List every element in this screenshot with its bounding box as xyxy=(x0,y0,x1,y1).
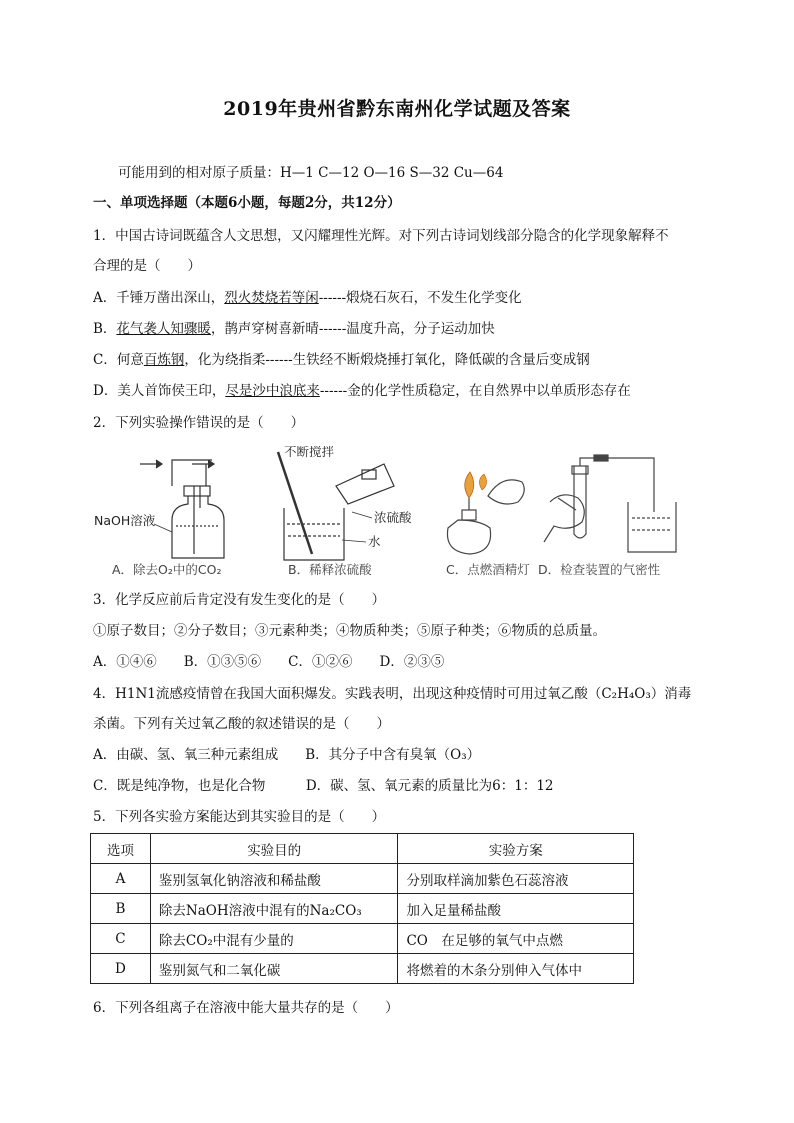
atomic-masses: 可能用到的相对原子质量：H—1 C—12 O—16 S—32 Cu—64 xyxy=(118,165,504,181)
page-title: 2019年贵州省黔东南州化学试题及答案 xyxy=(223,98,571,120)
acid-label: 浓硫酸 xyxy=(374,510,412,525)
flame-icon xyxy=(465,472,474,498)
q4-options-cd: C．既是纯净物，也是化合物 D．碳、氢、氧元素的质量比为6：1：12 xyxy=(93,778,554,794)
row-option: B xyxy=(91,894,151,924)
q5-stem: 5．下列各实验方案能达到其实验目的是（ ） xyxy=(93,809,386,825)
q1-d-prefix: D．美人首饰侯王印， xyxy=(93,383,226,399)
q1-option-d xyxy=(93,382,631,400)
q2-figure xyxy=(92,446,692,586)
naoh-label: NaOH溶液 xyxy=(94,513,156,528)
table-header-row xyxy=(91,834,634,864)
q4-stem-line1: 4．H1N1流感疫情曾在我国大面积爆发。实践表明，出现这种疫情时可用过氧乙酸（C₂H₄O₃）消毒 xyxy=(93,686,692,702)
q1-option-b xyxy=(93,320,495,338)
caption-b: B．稀释浓硫酸 xyxy=(288,562,372,577)
figure-a-wash-bottle xyxy=(140,460,224,558)
q1-stem-line1: 1．中国古诗词既蕴含人文思想，又闪耀理性光辉。对下列古诗词划线部分隐含的化学现象解释不 xyxy=(93,228,669,244)
row-option: A xyxy=(91,864,151,894)
q1-option-a xyxy=(93,289,522,307)
water-leader xyxy=(342,540,366,542)
q1-c-prefix: C．何意 xyxy=(93,352,144,368)
q2-figure-svg xyxy=(92,446,692,586)
header-scheme: 实验方案 xyxy=(398,834,634,864)
caption-a: A．除去O₂中的CO₂ xyxy=(112,562,222,577)
q1-c-suffix: ，化为绕指柔------生铁经不断煅烧捶打氧化，降低碳的含量后变成钢 xyxy=(184,352,590,368)
q1-d-suffix: ------金的化学性质稳定，在自然界中以单质形态存在 xyxy=(319,383,631,399)
q3-items: ①原子数目；②分子数目；③元素种类；④物质种类；⑤原子种类；⑥物质的总质量。 xyxy=(93,623,606,639)
acid-leader xyxy=(352,512,372,518)
figure-a-leader xyxy=(154,524,172,532)
caption-d: D．检查装置的气密性 xyxy=(538,562,661,577)
q1-b-underlined: 花气袭人知骤暖 xyxy=(116,321,211,337)
flame-small-icon xyxy=(479,474,486,490)
q1-option-c xyxy=(93,351,590,369)
q1-a-underlined: 烈火焚烧若等闲 xyxy=(224,290,319,306)
figure-d-airtightness xyxy=(544,455,676,552)
water-label: 水 xyxy=(368,534,381,549)
row-scheme: 将燃着的木条分别伸入气体中 xyxy=(398,954,634,984)
row-purpose: 鉴别氮气和二氧化碳 xyxy=(150,954,398,984)
q1-b-prefix: B． xyxy=(93,321,117,337)
q1-stem-line2: 合理的是（ ） xyxy=(93,258,201,274)
table-row xyxy=(91,954,634,984)
q1-a-prefix: A．千锤万凿出深山， xyxy=(93,290,225,306)
row-scheme: 分别取样滴加紫色石蕊溶液 xyxy=(398,864,634,894)
q4-stem-line2: 杀菌。下列有关过氧乙酸的叙述错误的是（ ） xyxy=(93,716,390,732)
q5-table xyxy=(90,833,634,984)
table-row xyxy=(91,864,634,894)
caption-c: C．点燃酒精灯 xyxy=(446,562,530,577)
q1-b-suffix: ，鹊声穿树喜新晴------温度升高，分子运动加快 xyxy=(210,321,495,337)
figure-c-alcohol-lamps xyxy=(447,480,524,554)
q4-options-ab: A．由碳、氢、氧三种元素组成 B．其分子中含有臭氧（O₃） xyxy=(93,747,481,763)
row-scheme: 加入足量稀盐酸 xyxy=(398,894,634,924)
table-row xyxy=(91,894,634,924)
row-purpose: 除去CO₂中混有少量的 xyxy=(150,924,398,954)
q1-c-underlined: 百炼钢 xyxy=(143,352,185,368)
table-row xyxy=(91,924,634,954)
row-scheme: CO 在足够的氧气中点燃 xyxy=(398,924,634,954)
q1-d-underlined: 尽是沙中浪底来 xyxy=(225,383,320,399)
q1-a-suffix: ------煅烧石灰石，不发生化学变化 xyxy=(318,290,522,306)
q3-options: A．①④⑥ B．①③⑤⑥ C．①②⑥ D．②③⑤ xyxy=(93,654,445,670)
row-option: D xyxy=(91,954,151,984)
q3-stem: 3．化学反应前后肯定没有发生变化的是（ ） xyxy=(93,592,386,608)
q2-stem: 2．下列实验操作错误的是（ ） xyxy=(93,415,305,431)
header-option: 选项 xyxy=(91,834,151,864)
header-purpose: 实验目的 xyxy=(150,834,398,864)
row-purpose: 除去NaOH溶液中混有的Na₂CO₃ xyxy=(150,894,398,924)
row-option: C xyxy=(91,924,151,954)
stir-label: 不断搅拌 xyxy=(284,446,335,459)
q6-stem: 6．下列各组离子在溶液中能大量共存的是（ ） xyxy=(93,1000,399,1016)
section-heading: 一、单项选择题（本题6小题，每题2分，共12分） xyxy=(93,195,401,211)
row-purpose: 鉴别氢氧化钠溶液和稀盐酸 xyxy=(150,864,398,894)
